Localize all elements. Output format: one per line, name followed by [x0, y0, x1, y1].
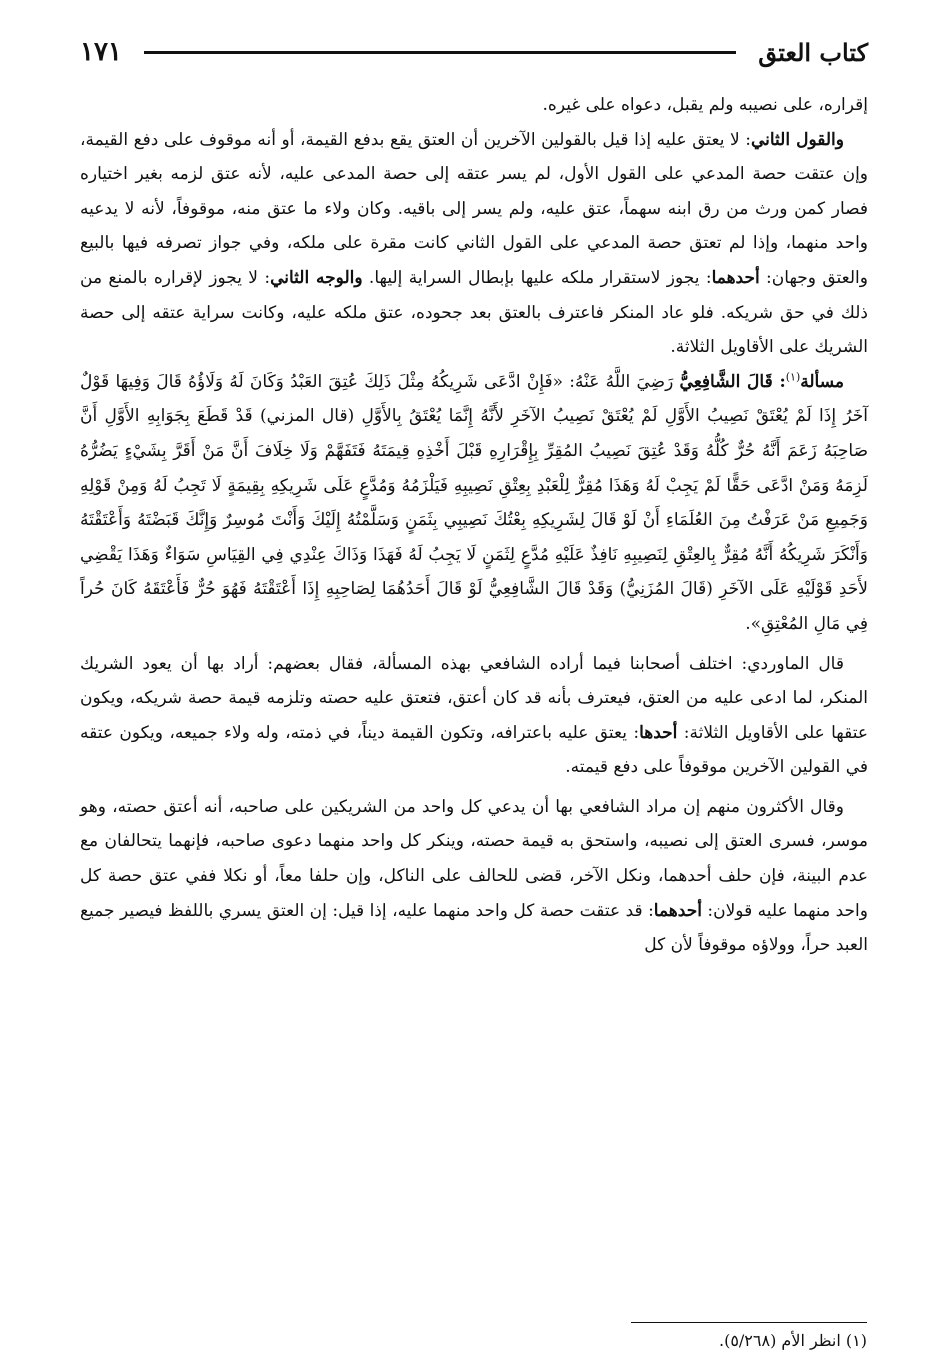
paragraph-2 [80, 123, 868, 365]
masala-paragraph [80, 365, 868, 642]
footnote: (١) انظر الأم (٥/٢٦٨). [718, 1331, 867, 1350]
page-number: ١٧١ [80, 37, 122, 67]
masala-label: مسألة [800, 371, 844, 392]
imam-attribution: : قَالَ الشَّافِعِيُّ [679, 371, 786, 392]
header-rule [144, 51, 736, 54]
paragraph-5-text: وقال الأكثرون منهم إن مراد الشافعي بها أن يدعي كل واحد من الشريكين على صاحبه، أنه أعتق حصته، وهو موسر، فسرى العتق إلى نصيبه، واستحق به قيمة حصته، وينكر كل واحد منهما دعوى صاحبه، فإنهما يتحالفان مع عدم البينة، فإن حلف أحدهما، ونكل الآخر، قضى للحالف على الناكل، وإن حلفا معاً، أو نكلا ففي عتق حصة كل واحد منهما عليه قولان: [80, 796, 868, 921]
masala-quote: رَضِيَ اللَّهُ عَنْهُ: «فَإِنْ ادَّعَى شَرِيكُهُ مِثْلَ ذَلِكَ عُتِقَ العَبْدُ وَكَانَ لَهُ وَلَاؤُهُ قَالَ وَفِيهَا قَوْلٌ آخَرُ إِذَا لَمْ يُعْتَقْ نَصِيبُ الأَوَّلِ لَمْ يُعْتَقْ نَصِيبُ الآخَرِ لأَنَّهُ إِنَّمَا يُعْتَقُ بِالأَوَّلِ (قال المزني) قَدْ قَطَعَ بِجَوَابِهِ الأَوَّلِ أَنَّ صَاحِبَهُ زَعَمَ أَنَّهُ حُرٌّ كُلُّهُ وَقَدْ عُتِقَ نَصِيبُ المُقِرِّ بِإِقْرَارِهِ قَبْلَ أَخْذِهِ قِيمَتَهُ فَتَفَهَّمْ وَلَا خِلَافَ أَنَّ مَنْ أَقَرَّ بِشَيْءٍ يَضُرُّهُ لَزِمَهُ وَمَنْ ادَّعَى حَقًّا لَمْ يَجِبْ لَهُ وَهَذَا مُقِرٌّ لِلْعَبْدِ بِعِتْقِ نَصِيبِهِ فَيَلْزَمُهُ وَمُدَّعٍ عَلَى شَرِيكِهِ بِقِيمَةٍ لَا تَجِبُ لَهُ وَمِنْ قَوْلِهِ وَجَمِيعِ مَنْ عَرَفْتُ مِنَ العُلَمَاءِ أَنْ لَوْ قَالَ لِشَرِيكِهِ بِعْتُكَ نَصِيبِي بِثَمَنٍ وَسَلَّمْتُهُ إِلَيْكَ وَأَنْتَ مُوسِرٌ وَإِنَّكَ قَبَضْتَهُ وَأَعْتَقْتَهُ وَأَنْكَرَ شَرِيكُهُ أَنَّهُ مُقِرٌّ بِالعِتْقِ لِنَصِيبِهِ نَافِذٌ عَلَيْهِ مُدَّعٍ لِثَمَنٍ لَا يَجِبُ لَهُ فَهَذَا وَذَاكَ عِنْدِي فِي القِيَاسِ سَوَاءٌ وَهَذَا يَقْضِي لأَحَدِ قَوْلَيْهِ عَلَى الآخَرِ (قَالَ المُزَنِيُّ) وَقَدْ قَالَ الشَّافِعِيُّ لَوْ قَالَ أَحَدُهُمَا لِصَاحِبِهِ إِذَا أَعْتَقْتَهُ فَهُوَ حُرٌّ فَأَعْتَقَهُ كَانَ حُراً فِي مَالِ المُعْتِقِ». [80, 371, 868, 634]
paragraph-4-text-2: : يعتق عليه باعترافه، وتكون القيمة ديناً، في ذمته، وله ولاء جميعه، ويكون عتقه في القولين الآخرين موقوفاً على دفع قيمته. [80, 722, 868, 778]
footnote-separator [631, 1322, 867, 1323]
ahaduhuma-label: أحدهما [653, 900, 702, 921]
main-text [80, 88, 868, 963]
paragraph-2-text-2: : يجوز لاستقرار ملكه عليها بإبطال السراية إليها. [362, 267, 712, 288]
ahaduha-label: أحدها [639, 722, 678, 743]
paragraph-5-text-2: : قد عتقت حصة كل واحد منهما عليه، إذا قيل: إن العتق يسري باللفظ فيصير جميع العبد حراً، وولاؤه موقوفاً لأن كل [80, 900, 868, 956]
paragraph-1 [80, 88, 868, 123]
paragraph-4 [80, 647, 868, 785]
paragraph-5 [80, 790, 868, 963]
second-opinion-label: والقول الثاني [750, 129, 844, 150]
first-view-label: أحدهما [711, 267, 760, 288]
paragraph-2-text: : لا يعتق عليه إذا قيل بالقولين الآخرين أن العتق يقع بدفع القيمة، أو أنه موقوف على دفع القيمة، وإن عتقت حصة المدعي على القول الأول، لم يسر عتقه إلى حصة المدعى عليه، لأنه عتق لزمه بغير اختياره فصار كمن ورث من رق ابنه سهماً، عتق عليه، ولم يسر إلى باقيه. وكان ولاء ما عتق منه، موقوفاً، لأنه لا يدعيه واحد منهما، وإذا لم تعتق حصة المدعي على القول الثاني كانت مقرة على ملكه، وفي جواز تصرفه فيها بالبيع والعتق وجهان: [80, 129, 868, 288]
paragraph-1-text: إقراره، على نصيبه ولم يقبل، دعواه على غيره. [542, 95, 868, 115]
paragraph-4-text: قال الماوردي: اختلف أصحابنا فيما أراده الشافعي بهذه المسألة، فقال بعضهم: أراد بها أن يعود الشريك المنكر، لما ادعى عليه من العتق، فيعترف بأنه قد كان أعتق، فتعتق عليه حصته وتلزمه قيمة حصة شريكه، ويكون عتقها على الأقاويل الثلاثة: [80, 653, 868, 743]
chapter-title: كتاب العتق [758, 37, 868, 67]
page-header [80, 30, 868, 74]
second-view-label: والوجه الثاني [270, 267, 363, 288]
footnote-ref: (١) [785, 370, 801, 384]
paragraph-2-text-3: : لا يجوز لإقراره بالمنع من ذلك في حق شريكه. فلو عاد المنكر فاعترف بالعتق بعد جحوده، عتق ملكه عليه، وكانت سراية عتقه إلى حصة الشريك على الأقاويل الثلاثة. [80, 267, 868, 358]
